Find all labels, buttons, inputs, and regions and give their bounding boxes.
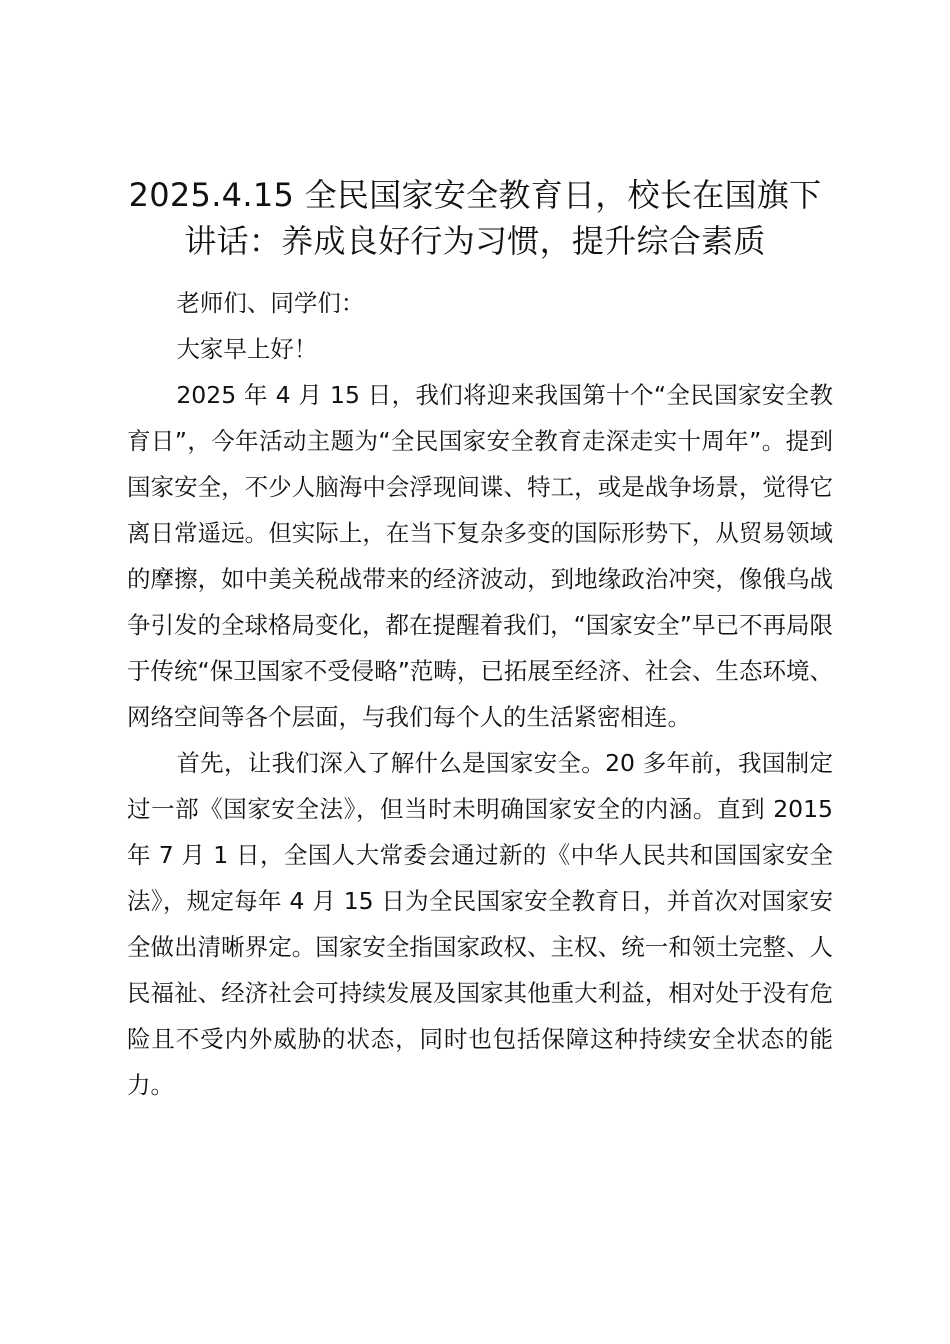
greeting: 大家早上好！ (176, 335, 318, 363)
paragraph-intro: 2025 年 4 月 15 日，我们将迎来我国第十个“全民国家安全教育日”，今年活动主题为“全民国家安全教育走深走实十周年”。提到国家安全，不少人脑海中会浮现间谍、特工，或是战争场景，觉得它离日常遥远。但实际上，在当下复杂多变的国际形势下，从贸易领域的摩擦，如中美关税战带来的经济波动，到地缘政治冲突，像俄乌战争引发的全球格局变化，都在提醒着我们，“国家安全”早已不再局限于传统“保卫国家不受侵略”范畴，已拓展至经济、社会、生态环境、网络空间等各个层面，与我们每个人的生活紧密相连。 (127, 381, 833, 731)
document-title: 2025.4.15 全民国家安全教育日，校长在国旗下讲话：养成良好行为习惯，提升综合素质 (128, 176, 822, 260)
salutation: 老师们、同学们： (176, 289, 365, 317)
paragraph-definition: 首先，让我们深入了解什么是国家安全。20 多年前，我国制定过一部《国家安全法》，但当时未明确国家安全的内涵。直到 2015 年 7 月 1 日，全国人大常委会通过新的《中华人民共和国国家安全法》，规定每年 4 月 15 日为全民国家安全教育日，并首次对国家安全做出清晰界定。国家安全指国家政权、主权、统一和领土完整、人民福祉、经济社会可持续发展及国家其他重大利益，相对处于没有危险且不受内外威胁的状态，同时也包括保障这种持续安全状态的能力。 (127, 749, 833, 1099)
document-body (127, 280, 833, 1108)
